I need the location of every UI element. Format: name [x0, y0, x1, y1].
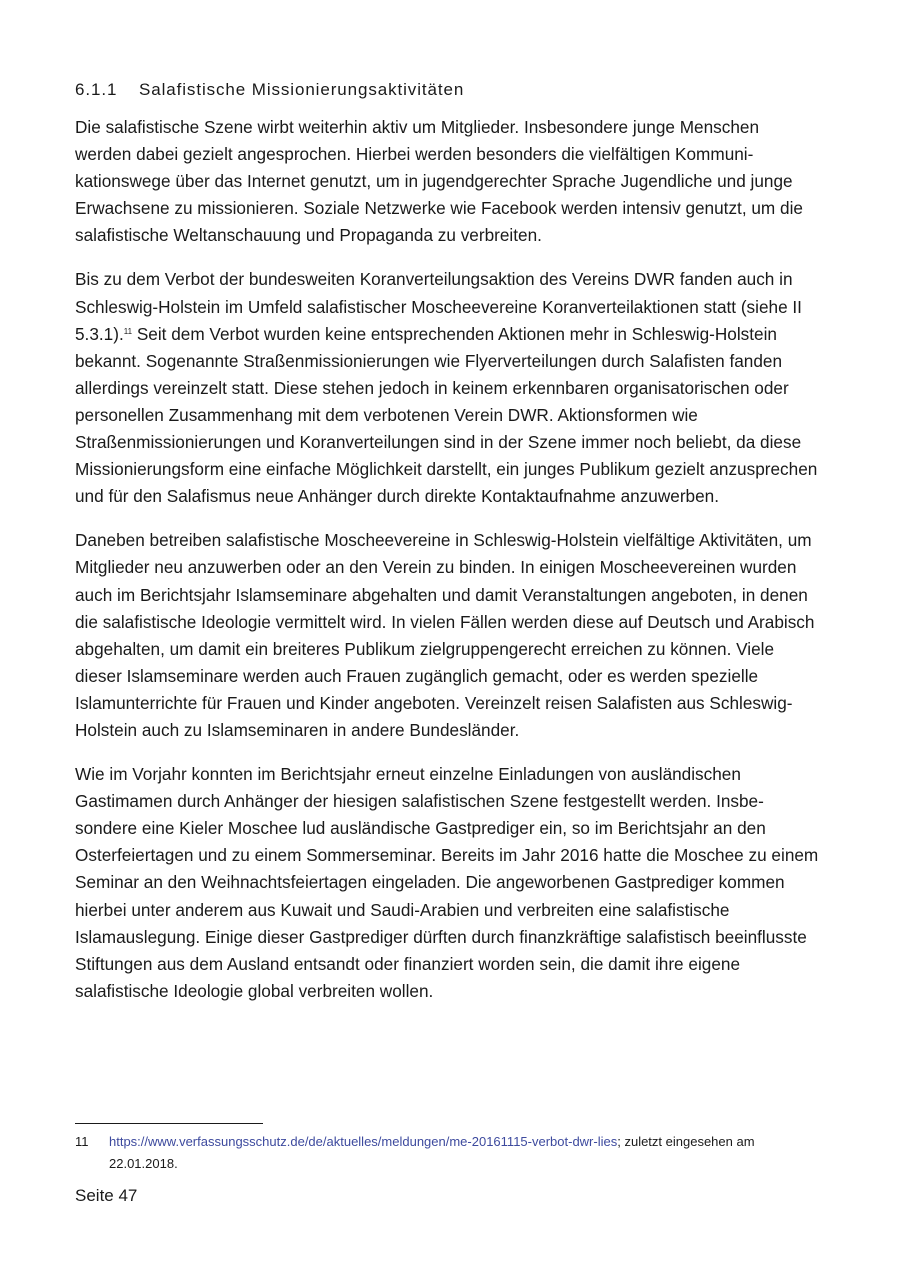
footnote-reference[interactable]: 11 [123, 326, 133, 336]
main-content [75, 80, 820, 1022]
footnote-text [109, 1131, 820, 1175]
footnote-link[interactable]: https://www.verfassungsschutz.de/de/aktuelles/meldungen/me-20161115-verbot-dwr-lies [109, 1134, 618, 1149]
section-heading [75, 80, 820, 100]
section-number: 6.1.1 [75, 80, 118, 99]
page-number: Seite 47 [75, 1186, 138, 1205]
footnote-suffix: ; zuletzt eingesehen am 22.01.2018. [109, 1134, 755, 1171]
paragraph-2 [75, 266, 820, 510]
paragraph-1: Die salafistische Szene wirbt weiterhin aktiv um Mitglieder. Insbesondere junge Menschen werden dabei gezielt angesprochen. Hierbei werden besonders die vielfältigen Kommunikationswege über das Internet genutzt, um in jugendgerechter Sprache Jugendliche und junge Erwachsene zu missionieren. Soziale Netzwerke wie Facebook werden intensiv genutzt, um die salafistische Weltanschauung und Propaganda zu verbreiten. [75, 117, 803, 246]
footnote-number: 11 [75, 1134, 89, 1149]
paragraph-4: Wie im Vorjahr konnten im Berichtsjahr erneut einzelne Einladungen von ausländischen Gastimamen durch Anhänger der hiesigen salafistischen Szene festgestellt werden. Insbesondere eine Kieler Moschee lud ausländische Gastprediger ein, so im Berichtsjahr an den Osterfeiertagen und zu einem Sommerseminar. Bereits im Jahr 2016 hatte die Moschee zu einem Seminar an den Weihnachtsfeiertagen eingeladen. Die angeworbenen Gastprediger kommen hierbei unter anderem aus Kuwait und Saudi-Arabien und verbreiten eine salafistische Islamauslegung. Einige dieser Gastprediger dürften durch finanzkräftige salafistisch beeinflusste Stiftungen aus dem Ausland entsandt oder finanziert worden sein, die damit ihre eigene salafistische Ideologie global verbreiten wollen. [75, 764, 819, 1001]
paragraph-3: Daneben betreiben salafistische Moscheevereine in Schleswig-Holstein vielfältige Aktivitäten, um Mitglieder neu anzuwerben oder an den Verein zu binden. In einigen Moscheevereinen wurden auch im Berichtsjahr Islamseminare abgehalten und damit Veranstaltungen angeboten, in denen die salafistische Ideologie vermittelt wird. In vielen Fällen werden diese auf Deutsch und Arabisch abgehalten, um damit ein breiteres Publikum zielgruppengerecht erreichen zu können. Viele dieser Islamseminare werden auch Frauen zugänglich gemacht, oder es werden spezielle Islamunterrichte für Frauen und Kinder angeboten. Vereinzelt reisen Salafisten aus Schleswig-Holstein auch zu Islamseminaren in andere Bundesländer. [75, 530, 815, 740]
paragraph-2-part-2: Seit dem Verbot wurden keine entsprechenden Aktionen mehr in Schleswig-Holstein bekannt. Sogenannte Straßenmissionierungen wie Flyerverteilungen durch Salafisten fanden allerdings vereinzelt statt. Diese stehen jedoch in keinem erkennbaren organisatorischen oder personellen Zusammenhang mit dem verbotenen Verein DWR. Aktionsformen wie Straßenmissionierungen und Koranverteilungen sind in der Szene immer noch beliebt, da diese Missionierungsform eine einfache Möglichkeit darstellt, ein junges Publikum gezielt anzusprechen und für den Salafismus neue Anhänger durch direkte Kontaktaufnahme anzuwerben. [75, 323, 818, 507]
paragraph-2-part-1: Bis zu dem Verbot der bundesweiten Koranverteilungsaktion des Vereins DWR fanden auch in Schleswig-Holstein im Umfeld salafistischer Moscheevereine Koranverteilaktionen statt (siehe II 5.3.1). [75, 269, 802, 344]
footnote-divider [75, 1123, 263, 1124]
footnote [75, 1131, 820, 1175]
section-title: Salafistische Missionierungsaktivitäten [139, 80, 465, 99]
